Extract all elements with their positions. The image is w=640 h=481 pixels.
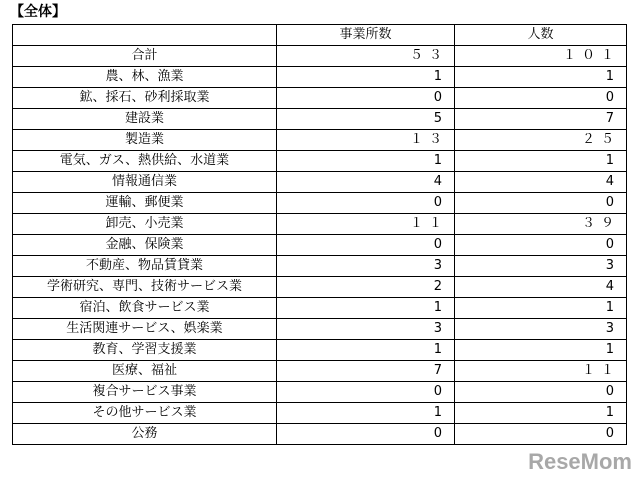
industry-cell: 金融、保険業 [13,235,277,256]
table-row [13,151,627,172]
table-header-row [13,25,627,46]
establishments-cell: 3 [277,256,455,277]
industry-cell: 製造業 [13,130,277,151]
establishments-cell: ５３ [277,46,455,67]
table-row [13,130,627,151]
industry-cell: 医療、福祉 [13,361,277,382]
establishments-cell: 1 [277,403,455,424]
table-row [13,88,627,109]
establishments-cell: 1 [277,151,455,172]
people-cell: 1 [455,67,627,88]
people-cell: 1 [455,340,627,361]
industry-cell: 鉱、採石、砂利採取業 [13,88,277,109]
header-establishments: 事業所数 [277,25,455,46]
table-row [13,403,627,424]
industry-cell: 農、林、漁業 [13,67,277,88]
table-row [13,382,627,403]
table-row [13,319,627,340]
header-people: 人数 [455,25,627,46]
industry-cell: その他サービス業 [13,403,277,424]
industry-cell: 不動産、物品賃貸業 [13,256,277,277]
table-row [13,361,627,382]
establishments-cell: 1 [277,340,455,361]
people-cell: 0 [455,424,627,445]
industry-table [12,24,627,445]
establishments-cell: 1 [277,298,455,319]
establishments-cell: 0 [277,424,455,445]
establishments-cell: 7 [277,361,455,382]
industry-cell: 電気、ガス、熱供給、水道業 [13,151,277,172]
people-cell: 4 [455,277,627,298]
people-cell: 3 [455,256,627,277]
establishments-cell: 3 [277,319,455,340]
table-row [13,340,627,361]
section-label: 【全体】 [10,4,66,20]
industry-cell: 宿泊、飲食サービス業 [13,298,277,319]
people-cell: 0 [455,193,627,214]
industry-cell: 卸売、小売業 [13,214,277,235]
industry-cell: 生活関連サービス、娯楽業 [13,319,277,340]
establishments-cell: 5 [277,109,455,130]
industry-cell: 運輸、郵便業 [13,193,277,214]
table-row [13,193,627,214]
industry-cell: 複合サービス事業 [13,382,277,403]
industry-cell: 公務 [13,424,277,445]
people-cell: 0 [455,235,627,256]
industry-cell: 合計 [13,46,277,67]
people-cell: 7 [455,109,627,130]
industry-cell: 学術研究、専門、技術サービス業 [13,277,277,298]
establishments-cell: 1 [277,67,455,88]
establishments-cell: １１ [277,214,455,235]
table-row [13,277,627,298]
establishments-cell: 0 [277,382,455,403]
industry-cell: 建設業 [13,109,277,130]
table-row [13,172,627,193]
establishments-cell: 0 [277,235,455,256]
table-row [13,214,627,235]
people-cell: 1 [455,403,627,424]
table-row [13,235,627,256]
table-row [13,109,627,130]
people-cell: 4 [455,172,627,193]
establishments-cell: 2 [277,277,455,298]
people-cell: １０１ [455,46,627,67]
establishments-cell: 4 [277,172,455,193]
table-row [13,256,627,277]
people-cell: 1 [455,151,627,172]
people-cell: ２５ [455,130,627,151]
people-cell: 1 [455,298,627,319]
people-cell: ３９ [455,214,627,235]
people-cell: １１ [455,361,627,382]
industry-cell: 教育、学習支援業 [13,340,277,361]
table-row [13,298,627,319]
table-row [13,46,627,67]
header-industry [13,25,277,46]
people-cell: 0 [455,382,627,403]
table-row [13,67,627,88]
establishments-cell: 0 [277,88,455,109]
resemom-watermark: ReseMom [528,449,632,474]
table-row [13,424,627,445]
establishments-cell: 0 [277,193,455,214]
establishments-cell: １３ [277,130,455,151]
people-cell: 0 [455,88,627,109]
people-cell: 3 [455,319,627,340]
industry-cell: 情報通信業 [13,172,277,193]
